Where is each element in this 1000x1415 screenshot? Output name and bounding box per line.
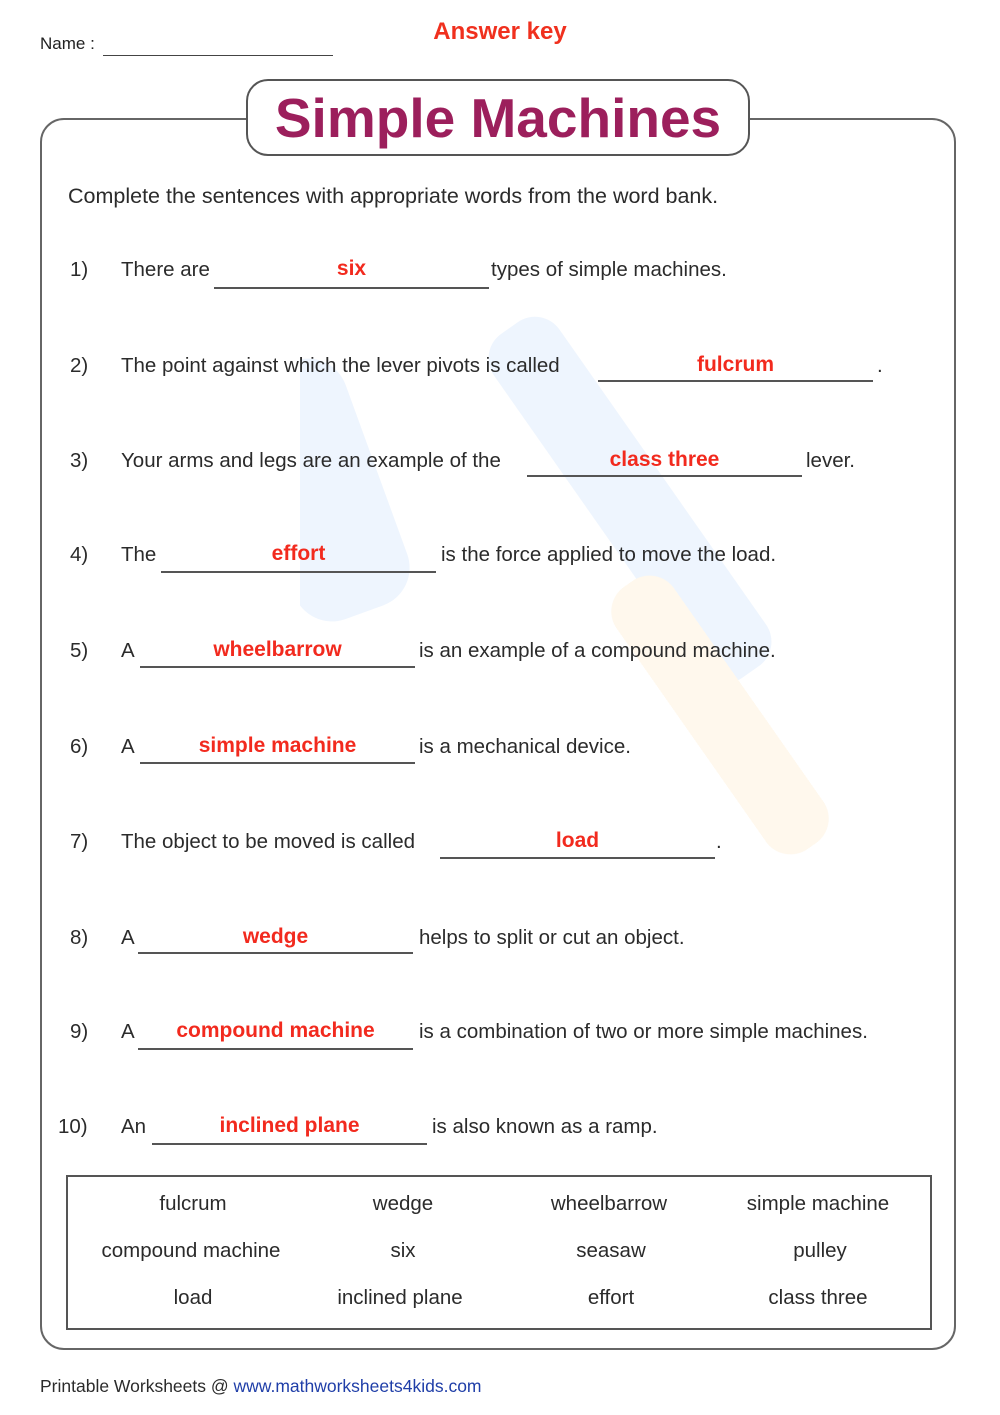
footer (40, 1376, 482, 1397)
answer-blank[interactable] (161, 571, 436, 573)
word-bank-item: pulley (793, 1239, 847, 1262)
answer-text: fulcrum (696, 353, 774, 376)
question-text-after: is an example of a compound machine. (419, 639, 776, 662)
answer-text: class three (609, 448, 720, 471)
question-text-after: . (716, 830, 722, 853)
answer-text: inclined plane (219, 1114, 360, 1137)
word-bank-item: compound machine (101, 1239, 281, 1262)
answer-text: load (555, 829, 600, 852)
question-text-after: types of simple machines. (491, 258, 727, 281)
answer-text: compound machine (176, 1019, 375, 1042)
question-text-before: Your arms and legs are an example of the (121, 449, 501, 472)
footer-link[interactable]: www.mathworksheets4kids.com (233, 1376, 482, 1396)
question-text-after: helps to split or cut an object. (419, 926, 685, 949)
question-text-before: An (121, 1115, 147, 1138)
question-text-before: A (121, 735, 135, 758)
question-number: 9) (70, 1020, 89, 1043)
page-title: Simple Machines (274, 86, 722, 149)
answer-blank[interactable] (138, 1048, 413, 1050)
question-number: 6) (70, 735, 89, 758)
answer-blank[interactable] (214, 287, 489, 289)
question-number: 3) (70, 449, 89, 472)
question-text-after: . (877, 354, 883, 377)
answer-blank[interactable] (598, 380, 873, 382)
word-bank-item: wedge (372, 1192, 434, 1215)
word-bank-item: wheelbarrow (550, 1192, 668, 1215)
question-number: 7) (70, 830, 89, 853)
word-bank-item: load (173, 1286, 213, 1309)
answer-text: simple machine (198, 734, 357, 757)
question-text-before: A (121, 1020, 135, 1043)
question-text-before: The (121, 543, 157, 566)
answer-text: wheelbarrow (213, 638, 342, 661)
word-bank-item: effort (587, 1286, 635, 1309)
answer-key-label: Answer key (433, 18, 567, 45)
question-number: 1) (70, 258, 89, 281)
title-banner (246, 79, 750, 156)
answer-blank[interactable] (440, 857, 715, 859)
instructions: Complete the sentences with appropriate words from the word bank. (68, 184, 719, 208)
name-label: Name : (40, 34, 95, 53)
question-number: 4) (70, 543, 89, 566)
name-field-line[interactable] (103, 55, 333, 56)
word-bank-item: seasaw (576, 1239, 646, 1262)
word-bank-item: simple machine (746, 1192, 890, 1215)
question-text-after: is a mechanical device. (419, 735, 631, 758)
question-text-before: The point against which the lever pivots is called (121, 354, 560, 377)
answer-blank[interactable] (152, 1143, 427, 1145)
question-text-after: lever. (806, 449, 855, 472)
answer-text: six (336, 257, 367, 280)
question-text-before: There are (121, 258, 210, 281)
answer-text: effort (271, 542, 326, 565)
question-text-before: A (121, 926, 135, 949)
answer-text: wedge (242, 925, 309, 948)
question-text-before: The object to be moved is called (121, 830, 415, 853)
question-number: 8) (70, 926, 89, 949)
question-number: 10) (58, 1115, 88, 1138)
answer-blank[interactable] (140, 666, 415, 668)
answer-blank[interactable] (138, 952, 413, 954)
word-bank-item: fulcrum (159, 1192, 227, 1215)
word-bank-item: six (390, 1239, 416, 1262)
question-number: 5) (70, 639, 89, 662)
question-number: 2) (70, 354, 89, 377)
question-text-after: is a combination of two or more simple machines. (419, 1020, 868, 1043)
word-bank-item: inclined plane (337, 1286, 463, 1309)
answer-blank[interactable] (527, 475, 802, 477)
word-bank-item: class three (768, 1286, 868, 1309)
question-text-before: A (121, 639, 135, 662)
answer-blank[interactable] (140, 762, 415, 764)
footer-prefix: Printable Worksheets @ (40, 1376, 229, 1396)
question-text-after: is also known as a ramp. (432, 1115, 658, 1138)
question-text-after: is the force applied to move the load. (441, 543, 777, 566)
